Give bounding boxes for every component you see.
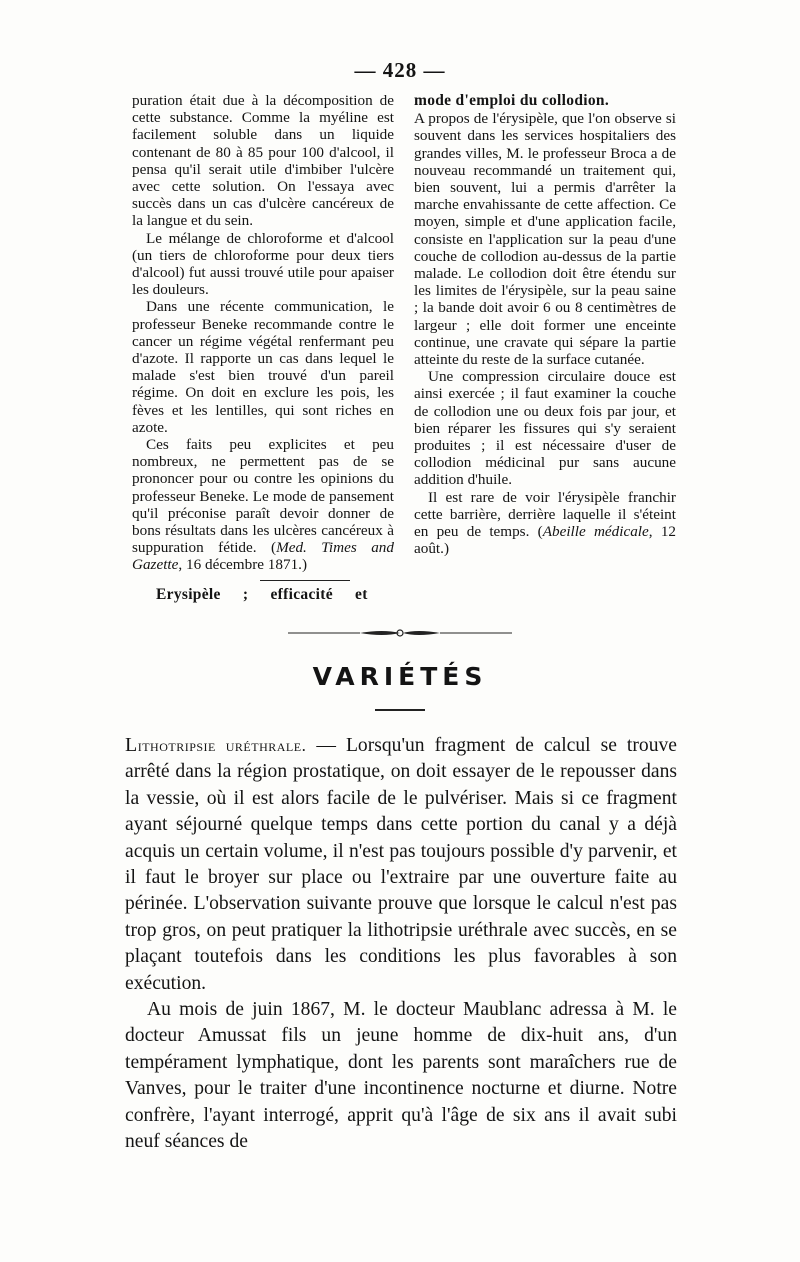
main-text — [125, 732, 677, 1156]
article-heading: Lithotripsie uréthrale. — [125, 734, 307, 756]
ornamental-divider — [288, 628, 512, 638]
main-paragraph-1: Lithotripsie uréthrale. — Lorsqu'un fragment de calcul se trouve arrêté dans la région prostatique, on doit essayer de le repousser dans la vessie, où il est alors facile de le pulvériser. Mais si ce fragment ayant séjourné quelque temps dans cette portion du canal y a déjà acquis un certain volume, il n'est pas toujours possible d'y parvenir, et il faut le broyer sur place ou l'extraire par une ouverture faite au périnée. L'observation suivante prouve que lorsque le calcul n'est pas trop gros, on peut pratiquer la lithotripsie uréthrale avec succès, en se plaçant toutefois dans les conditions les plus favorables à son exécution. — [125, 734, 677, 994]
left-column — [132, 92, 394, 603]
left-paragraph-2: Le mélange de chloroforme et d'alcool (un tiers de chloroforme pour deux tiers d'alcool) fut aussi trouvé utile pour apaiser les douleurs. — [132, 229, 394, 299]
left-paragraph-4: Ces faits peu explicites et peu nombreux, ne permettent pas de se prononcer pour ou contre les opinions du professeur Beneke. Le mode de pansement qu'il préconise paraît devoir donner de bons résultats dans les ulcères cancéreux à suppuration fétide. (Med. Times and Gazette, 16 décembre 1871.) — [132, 436, 394, 574]
right-paragraph-3: Il est rare de voir l'érysipèle franchir cette barrière, derrière laquelle il s'éteint en peu de temps. (Abeille médicale, 12 août.) — [414, 488, 677, 558]
right-paragraph-2: Une compression circulaire douce est ainsi exercée ; il faut examiner la couche de collodion une ou deux fois par jour, et bien réparer les fissures qui s'y seraient produites ; il est nécessaire d'user de collodion médicinal pur sans aucune addition d'huile. — [414, 368, 676, 489]
title-underline — [375, 709, 425, 711]
left-paragraph-3: Dans une récente communication, le professeur Beneke recommande contre le cancer un régime végétal renfermant peu d'azote. Il rapporte un cas dans lequel le malade s'est bien trouvé d'un pareil régime. On doit en exclure les pois, les fèves et les lentilles, qui sont riches en azote. — [132, 298, 394, 436]
article-separator — [260, 580, 350, 581]
main-paragraph-2: Au mois de juin 1867, M. le docteur Maublanc adressa à M. le docteur Amussat fils un jeune homme de dix-huit ans, d'un tempérament lymphatique, dont les parents sont maraîchers rue de Vanves, pour le traiter d'une incontinence nocturne et diurne. Notre confrère, l'ayant interrogé, apprit qu'à l'âge de six ans il avait subi neuf séances de — [125, 999, 677, 1153]
section-title: VARIÉTÉS — [312, 662, 488, 691]
page-number: — 428 — — [354, 58, 446, 82]
citation: Abeille médicale — [542, 523, 649, 541]
citation: Med. Times and Gazette — [132, 539, 394, 574]
right-column — [414, 92, 676, 557]
left-paragraph-1: puration était due à la décomposition de cette substance. Comme la myéline est facilement soluble dans un liquide contenant de 80 à 85 pour 100 d'alcool, il pensa qu'il serait utile d'imbiber l'ulcère avec cette solution. On l'essaya avec succès dans un cas d'ulcère cancéreux de la langue et du sein. — [132, 92, 394, 230]
right-paragraph-1: A propos de l'érysipèle, que l'on observe si souvent dans les services hospitaliers des grandes villes, M. le professeur Broca a de nouveau recommandé un traitement qui, bien souvent, lui a permis d'arrêter la marche envahissante de cette affection. Ce moyen, simple et d'une application facile, consiste en l'application sur la peau d'une couche de collodion au-dessus de la partie malade. Le collodion doit être étendu sur les limites de l'érysipèle, sur la peau saine ; la bande doit avoir 6 ou 8 centimètres de largeur ; elle doit former une enceinte continue, une cravate qui sépare la partie atteinte du reste de la surface cutanée. — [414, 110, 676, 369]
article-heading-continued: mode d'emploi du collodion. — [414, 92, 609, 109]
article-heading-start: Erysipèle ; efficacité et — [156, 585, 368, 603]
